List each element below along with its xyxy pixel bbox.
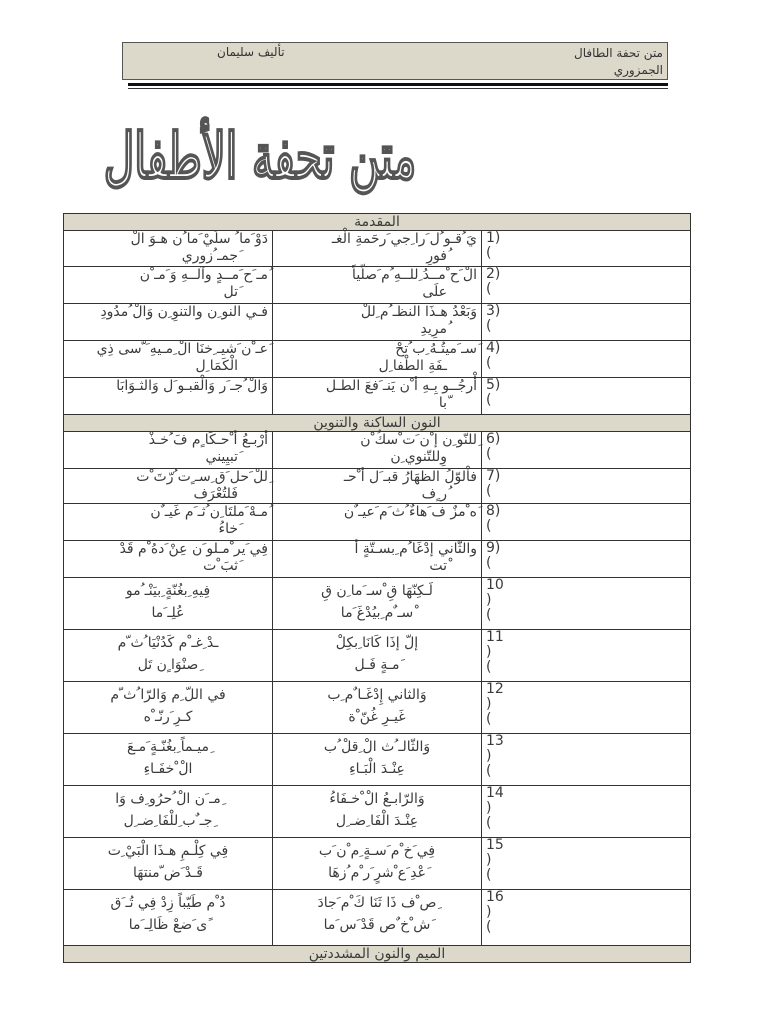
verse-number: 8) ( <box>482 504 691 541</box>
verse-first-hemistich <box>273 578 482 630</box>
verse-first-hemistich <box>273 504 482 541</box>
verse-number: 7) ( <box>482 469 691 504</box>
verse-second-hemistich <box>64 432 273 469</box>
verse-line: ُمـهْ َملتَا ِن ُثـ َم غَيـ ٌن <box>150 504 268 520</box>
verse-row <box>64 541 691 578</box>
verse-line: ُمرِيدِ <box>420 321 447 337</box>
verse-line: َخاءُ <box>218 521 238 537</box>
verse-number: 6) ( <box>482 432 691 469</box>
header-rule-thin <box>128 88 668 89</box>
verse-row <box>64 469 691 504</box>
verse-line: َسـ َميتُـهُ ِب ُتحْ <box>395 341 477 357</box>
verse-number: 9) ( <box>482 541 691 578</box>
verse-line: َتل <box>223 284 238 300</box>
verse-line: في اللّ ِم وَالرّا ُث ّم <box>110 687 226 703</box>
header-title-line2: الجمزوري <box>613 63 663 77</box>
verse-row <box>64 504 691 541</box>
verse-line: الْ ْخفَـاءِ <box>143 761 193 777</box>
verse-line: ْسـ ٌم ِبيُدْغَ َما <box>340 605 414 621</box>
verse-first-hemistich <box>273 267 482 304</box>
verse-row <box>64 578 691 630</box>
verse-first-hemistich <box>273 630 482 682</box>
verse-line: َجمـ ُزوري <box>181 248 238 264</box>
verse-line: كـرِ َرنّـ ْه <box>143 709 193 725</box>
verse-line: ِللْ َحل َق ِسـ ٍت ُرّتَ ْت <box>136 469 268 485</box>
verse-second-hemistich <box>64 578 273 630</box>
verse-number: 4) ( <box>482 341 691 378</box>
verse-row <box>64 231 691 267</box>
verse-first-hemistich <box>273 734 482 786</box>
verse-row <box>64 378 691 415</box>
verse-second-hemistich <box>64 378 273 415</box>
verse-second-hemistich <box>64 304 273 341</box>
verse-line: وَبَعْدُ هـذَا النظـ ُم ِللْ <box>360 304 477 320</box>
verse-line: عِنْـدَ الْبَـاءِ <box>349 761 405 777</box>
verse-line: فَلتُعْرَف <box>193 486 238 502</box>
verse-line: وِللتّنوي ِن <box>390 449 447 465</box>
verse-row <box>64 838 691 890</box>
verse-line: ِصنْوَا ٍن تَل <box>137 657 199 673</box>
verse-line: َش ْخ ٌص قَدْ َس َما <box>323 917 431 933</box>
verse-line: فاْلوّلُ الظهَارُ قبـ َل أ ْحـ <box>343 469 477 485</box>
section-title: النون الساكنة والتنوين <box>64 415 691 432</box>
verse-line: عُلِـ َما <box>151 605 185 621</box>
verse-row <box>64 432 691 469</box>
verse-second-hemistich <box>64 734 273 786</box>
verse-second-hemistich <box>64 541 273 578</box>
verse-line: فِي كِلْـمِ هـذَا الْبَيْ ِت <box>107 843 229 859</box>
verse-number: 12 ) ( <box>482 682 691 734</box>
verse-line: لَـكِنّهَا قِ ْسـ َما ِن قِ <box>321 583 433 599</box>
verse-second-hemistich <box>64 267 273 304</box>
verse-number: 5) ( <box>482 378 691 415</box>
verse-number: 16 ) ( <box>482 890 691 946</box>
verse-line: َثبَ ْت <box>203 558 238 574</box>
verse-first-hemistich <box>273 231 482 267</box>
verse-line: إلّ إذَا كَانَا ِبكِلْ <box>335 635 419 651</box>
verse-line: عِنْـدَ الْفَا ِضـ ِل <box>335 813 419 829</box>
verse-line: ـدْ ِغـ ْم كَدُنْيَا ُث ّم <box>117 635 219 651</box>
verse-line: ُفورِ <box>426 248 447 264</box>
verse-line: يَ ُقـو ُل َرا ِجي َرحَمةِ الْغـ <box>331 231 477 247</box>
verse-first-hemistich <box>273 432 482 469</box>
verse-second-hemistich <box>64 469 273 504</box>
verse-line: ِميـماً ِبغُنّـةٍ َمـعَ <box>127 739 209 755</box>
header-author: تأليف سليمان <box>217 45 285 59</box>
header-title <box>553 45 663 79</box>
verse-line: الْكَمَا ِل <box>195 358 238 374</box>
verse-first-hemistich <box>273 838 482 890</box>
verse-line: َتبيِيني <box>205 449 238 465</box>
verse-first-hemistich <box>273 341 482 378</box>
verse-line: ًى َضعْ ظَالِـ َما <box>128 917 208 933</box>
verse-second-hemistich <box>64 890 273 946</box>
verse-line: َعـ ْن َشيـ ِخنَا الْ ِمـيهِ َ ّسى ذِي <box>96 341 268 357</box>
verse-line: قَـدْ َض ّمنتهَا <box>133 865 203 881</box>
verse-row <box>64 734 691 786</box>
verse-line: الْ َح ْمــدُ ِللــهِ ُم َصلّياً <box>352 267 477 283</box>
verse-row <box>64 267 691 304</box>
verse-line: أْرجُــو بِـهِ أ ْن يَنـ َفعَ الطـل <box>325 378 477 394</box>
section-header <box>64 214 691 231</box>
verse-line: أرْبـعُ أ ْحـكَا ٍم فَ ُخـذْ <box>148 432 268 448</box>
verse-line: ْتت <box>429 558 447 574</box>
header-title-line1: متن تحفة الطافال <box>573 46 663 60</box>
verse-second-hemistich <box>64 786 273 838</box>
verse-line: دَوْ َما ُ سلَيْ َما ُن هـوَ الْ <box>130 231 268 247</box>
verse-number: 2) ( <box>482 267 691 304</box>
header-rule-thick <box>128 83 668 86</box>
verse-row <box>64 890 691 946</box>
verse-line: والثّاني إدْغَا ُم ِبسـتّةٍ أ <box>354 541 477 557</box>
verse-number: 1) ( <box>482 231 691 267</box>
verse-row <box>64 786 691 838</box>
verse-line: ِمـ َن الْ ُحرُو ِف وَا <box>115 791 221 807</box>
verse-line: فِي َير ْمـلو َن عِنْ َدهُ ْم قَدْ <box>119 541 268 557</box>
verse-line: َه ْمزٌ ف َهاءٌ ُث َم َعيـ ٌن <box>343 504 477 520</box>
verse-line: غَيـرِ غُنّ ْة <box>348 709 406 725</box>
verse-first-hemistich <box>273 469 482 504</box>
verse-first-hemistich <box>273 682 482 734</box>
verse-row <box>64 630 691 682</box>
verse-row <box>64 682 691 734</box>
poem-table <box>63 213 691 963</box>
verse-line: ـفَةِ الطْفا ِل <box>378 358 447 374</box>
verse-line: وَالثّالـ ُث الْ ِقلْ ُب <box>323 739 431 755</box>
verse-line: ِص ْف ذَا ثَنَا كَ ْم َجادَ <box>317 895 437 911</box>
section-header <box>64 415 691 432</box>
verse-second-hemistich <box>64 630 273 682</box>
verse-second-hemistich <box>64 231 273 267</box>
verse-first-hemistich <box>273 786 482 838</box>
verse-second-hemistich <box>64 504 273 541</box>
verse-number: 3) ( <box>482 304 691 341</box>
verse-row <box>64 341 691 378</box>
verse-line: علَى <box>422 284 447 300</box>
verse-line: ِجـ ٌب ِللْفَا ِضـ ِل <box>123 813 213 829</box>
verse-line: ّبا <box>438 395 447 411</box>
section-header <box>64 946 691 963</box>
verse-number: 15 ) ( <box>482 838 691 890</box>
verse-first-hemistich <box>273 378 482 415</box>
verse-first-hemistich <box>273 541 482 578</box>
verse-line: دُ ْم طَيّباً زِدْ فِي تُـ َق <box>110 895 226 911</box>
verse-line: وَالْ ُجـ َر وَالْقبـو َل وَالثـوَابَا <box>116 378 268 394</box>
title-logo <box>103 112 417 196</box>
verse-second-hemistich <box>64 682 273 734</box>
verse-line: َمـةٍ فَـل <box>354 657 400 673</box>
section-title: الميم والنون المشددتين <box>64 946 691 963</box>
verse-line: ُر ٍف <box>421 486 447 502</box>
verse-second-hemistich <box>64 838 273 890</box>
verse-line: ِللنّو ِن إ ْن َت ْسكُ ْن <box>360 432 477 448</box>
verse-first-hemistich <box>273 890 482 946</box>
verse-row <box>64 304 691 341</box>
document-header <box>122 42 668 80</box>
verse-line: فِي َخ ْم َسـةٍ ِم ْن َب <box>318 843 436 859</box>
verse-number: 11 ) ( <box>482 630 691 682</box>
title-logo-text: متن تحفة الأطفال <box>103 119 417 194</box>
verse-line: وَالثاني إِدْغَـا ٌم ِب <box>327 687 427 703</box>
section-title: المقدمة <box>64 214 691 231</box>
verse-line: َعْدِ َع ْشرٍ َر ْم ُزهَا <box>328 865 426 881</box>
verse-number: 14 ) ( <box>482 786 691 838</box>
verse-first-hemistich <box>273 304 482 341</box>
verse-line: فـي النو ِن والتنوِ ِن وَالْ ُمدُودِ <box>100 304 268 320</box>
verse-line: ُمـ َح َمــدٍ وآلــهِ وَ َمـ ْن <box>139 267 268 283</box>
verse-second-hemistich <box>64 341 273 378</box>
verse-line: فِيهِ ِبغُنّةٍ ِبيَنْـ ُمو <box>125 583 211 599</box>
verse-number: 10 ) ( <box>482 578 691 630</box>
verse-number: 13 ) ( <box>482 734 691 786</box>
verse-line: وَالرّابـعُ الْ ْخـفَاءُ <box>329 791 425 807</box>
